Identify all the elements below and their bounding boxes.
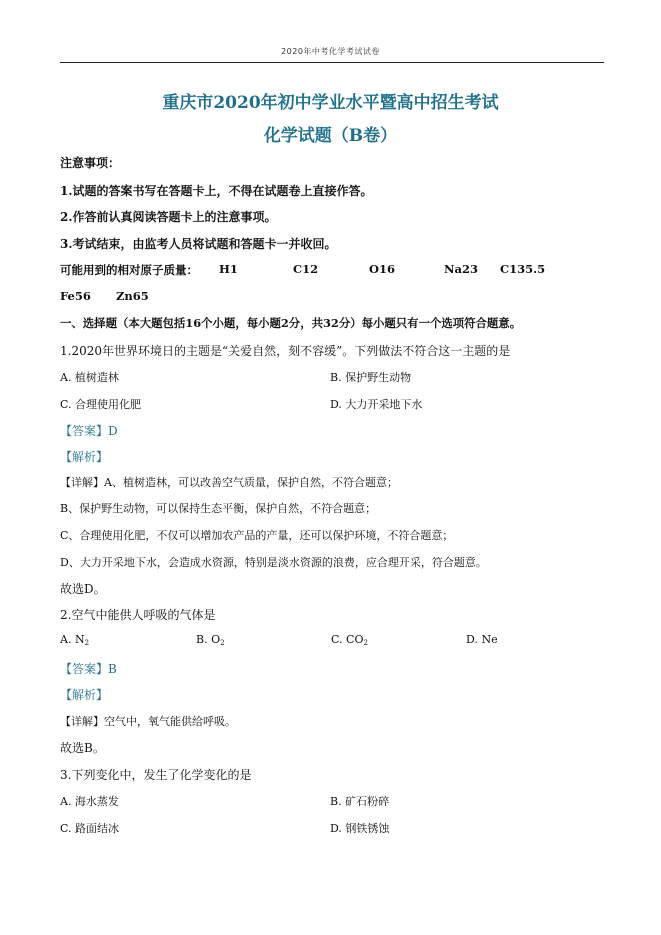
answer-label: 【答案】B: [60, 662, 117, 676]
option-letter: B.: [196, 633, 208, 646]
formula-subscript: 2: [84, 639, 90, 647]
option-letter: C.: [331, 633, 343, 646]
atomic-mass-value: C135.5: [500, 262, 546, 276]
notice-item: 1.试题的答案书写在答题卡上，不得在试题卷上直接作答。: [60, 184, 373, 198]
section-heading: 一、选择题（本大题包括16个小题，每小题2分，共32分）每小题只有一个选项符合题意。: [60, 316, 522, 330]
formula-subscript: 2: [363, 639, 368, 647]
notice-item: 2.作答前认真阅读答题卡上的注意事项。: [60, 210, 277, 224]
option-c: [331, 633, 368, 647]
option-letter: A.: [60, 633, 72, 646]
option-letter: D.: [466, 633, 478, 646]
atomic-mass-value: O16: [369, 262, 396, 276]
conclusion: 故选D。: [60, 582, 106, 596]
running-header: 2020年中考化学考试试卷: [281, 47, 380, 56]
formula: CO: [346, 633, 364, 646]
analysis-label: 【解析】: [60, 450, 109, 464]
option-b: [196, 633, 225, 647]
analysis-label: 【解析】: [60, 688, 109, 702]
detail-line: C、合理使用化肥，不仅可以增加农产品的产量，还可以保护环境，不符合题意；: [60, 529, 454, 542]
question-stem: 1.2020年世界环境日的主题是“关爱自然，刻不容缓”。下列做法不符合这一主题的是: [60, 344, 511, 358]
atomic-mass-value: Na23: [444, 262, 478, 276]
question-stem: 3.下列变化中，发生了化学变化的是: [60, 768, 252, 782]
option-a: A. 植树造林: [60, 371, 119, 384]
formula: Ne: [481, 633, 498, 646]
option-c: C. 路面结冰: [60, 822, 120, 835]
option-a: A. 海水蒸发: [60, 795, 119, 808]
atomic-mass-value: Fe56: [60, 289, 91, 303]
option-b: B. 保护野生动物: [330, 371, 412, 384]
option-d: D. 钢铁锈蚀: [330, 822, 390, 835]
notice-item: 3.考试结束，由监考人员将试题和答题卡一并收回。: [60, 237, 337, 251]
option-d: [466, 633, 498, 646]
atomic-mass-value: C12: [293, 262, 319, 276]
notice-heading: 注意事项：: [60, 156, 121, 170]
atomic-mass-label: 可能用到的相对原子质量：: [60, 263, 198, 277]
exam-title: 重庆市2020年初中学业水平暨高中招生考试: [162, 93, 499, 113]
option-a: [60, 633, 89, 647]
atomic-mass-value: Zn65: [116, 289, 149, 303]
detail-line: 【详解】空气中，氧气能供给呼吸。: [60, 715, 236, 728]
answer-label: 【答案】D: [60, 424, 118, 438]
header-rule: [60, 62, 604, 63]
formula: O: [211, 633, 221, 646]
detail-line: D、大力开采地下水，会造成水资源，特别是淡水资源的浪费，应合理开采，符合题意。: [60, 556, 487, 569]
question-stem: 2.空气中能供人呼吸的气体是: [60, 608, 216, 622]
option-d: D. 大力开采地下水: [330, 398, 423, 411]
option-b: B. 矿石粉碎: [330, 795, 390, 808]
atomic-mass-value: H1: [219, 262, 238, 276]
formula-subscript: 2: [220, 639, 225, 647]
option-c: C. 合理使用化肥: [60, 398, 142, 411]
detail-line: B、保护野生动物，可以保持生态平衡，保护自然，不符合题意；: [60, 502, 377, 515]
conclusion: 故选B。: [60, 741, 105, 755]
detail-line: 【详解】A、植树造林，可以改善空气质量，保护自然，不符合题意；: [60, 476, 398, 489]
formula: N: [74, 633, 85, 646]
exam-subtitle: 化学试题（B卷）: [263, 126, 398, 146]
